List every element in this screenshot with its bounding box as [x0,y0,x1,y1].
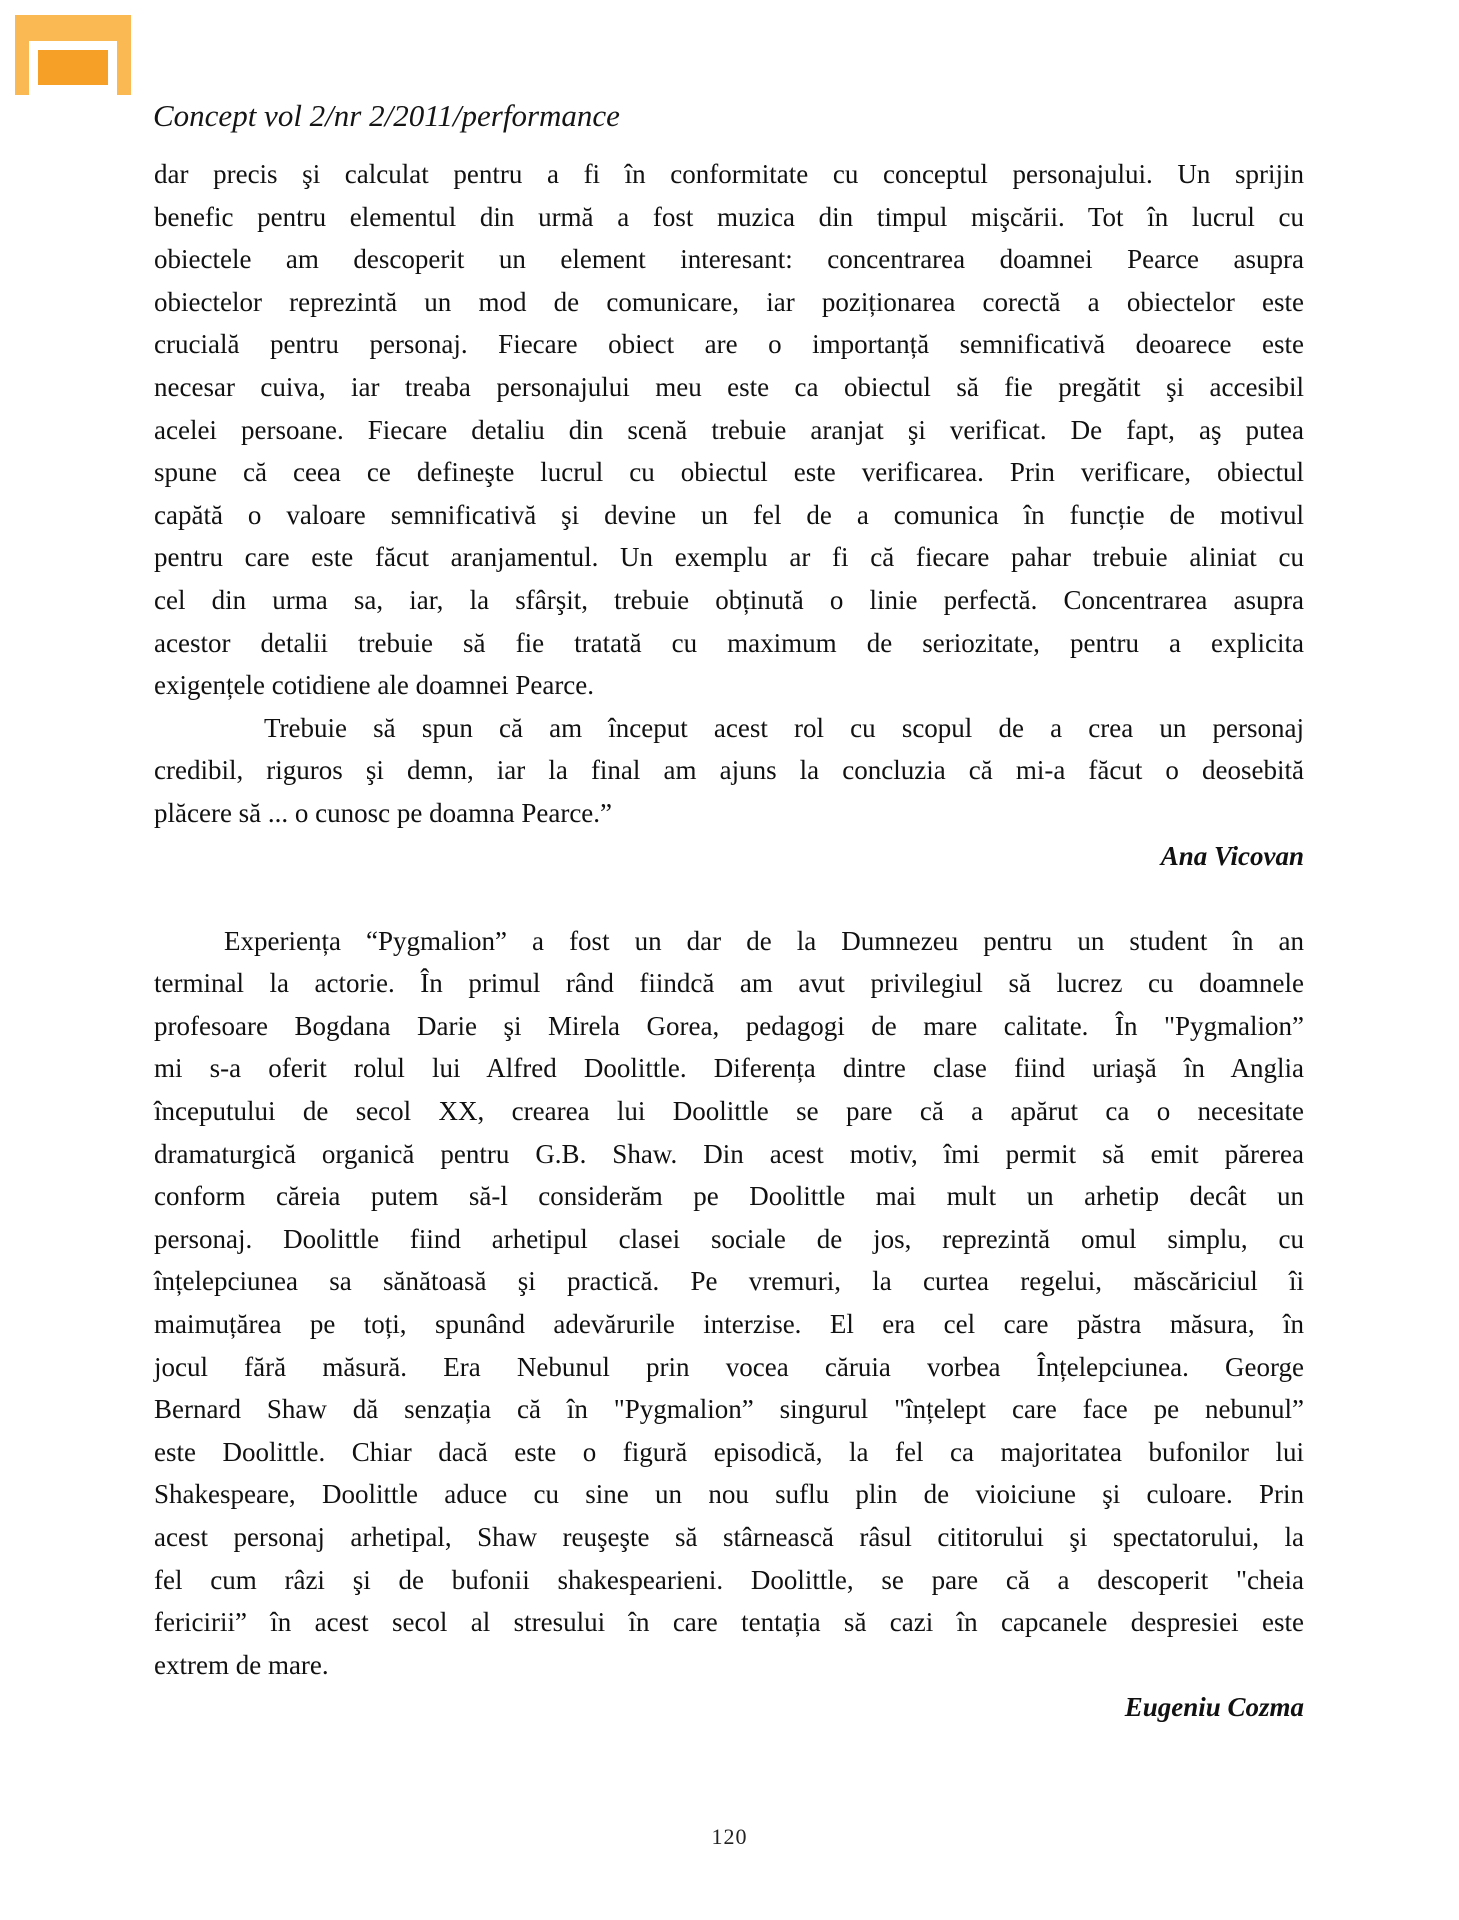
text-line: Shakespeare, Doolittle aduce cu sine un nou suflu plin de vioiciune şi culoare. Prin [154,1479,1304,1510]
blank-line [154,877,1304,920]
text-line: fericirii” în acest secol al stresului în care tentația să cazi în capcanele despresiei este [154,1607,1304,1638]
text-line: Trebuie să spun că am început acest rol cu scopul de a crea un personaj [264,712,1304,743]
journal-logo [15,15,131,95]
text-line: benefic pentru elementul din urmă a fost muzica din timpul mişcării. Tot în lucrul cu [154,201,1304,232]
text-line: acestor detalii trebuie să fie tratată cu maximum de seriozitate, pentru a explicita [154,627,1304,658]
text-line: Experiența “Pygmalion” a fost un dar de la Dumnezeu pentru un student în an [224,925,1304,956]
text-line: dramaturgică organică pentru G.B. Shaw. Din acest motiv, îmi permit să emit părerea [154,1138,1304,1169]
text-line: dar precis şi calculat pentru a fi în conformitate cu conceptul personajului. Un sprijin [154,159,1304,189]
text-line: acest personaj arhetipal, Shaw reuşeşte să stârnească râsul cititorului şi spectatorului, la [154,1522,1304,1552]
text-line: mi s-a oferit rolul lui Alfred Doolittle. Diferența dintre clase fiind uriaşă în Anglia [154,1053,1304,1084]
text-line: jocul fără măsură. Era Nebunul prin vocea căruia vorbea Înțelepciunea. George [154,1351,1304,1382]
text-line: capătă o valoare semnificativă şi devine un fel de a comunica în funcție de motivul [154,499,1304,530]
text-line: înțelepciunea sa sănătoasă şi practică. Pe vremuri, la curtea regelui, măscăriciul îi [154,1266,1304,1297]
text-line: pentru care este făcut aranjamentul. Un exemplu ar fi că fiecare pahar trebuie aliniat cu [154,542,1304,573]
author-signature: Ana Vicovan [1160,840,1304,871]
paragraph [154,707,1304,835]
article-body [154,153,1304,1729]
text-line: începutului de secol XX, crearea lui Doolittle se pare că a apărut ca o necesitate [154,1096,1304,1127]
author-signature: Eugeniu Cozma [1124,1692,1304,1723]
text-line: crucială pentru personaj. Fiecare obiect are o importanță semnificativă deoarece este [154,329,1304,360]
paragraph [154,920,1304,1687]
paragraph [154,153,1304,707]
text-line: extrem de mare. [154,1649,329,1680]
text-line: spune că ceea ce defineşte lucrul cu obiectul este verificarea. Prin verificare, obiectul [154,457,1304,488]
text-line: cel din urma sa, iar, la sfârşit, trebuie obținută o linie perfectă. Concentrarea asupra [154,584,1304,615]
text-line: necesar cuiva, iar treaba personajului meu este ca obiectul să fie pregătit şi accesibil [154,371,1304,402]
text-line: exigențele cotidiene ale doamnei Pearce. [154,670,595,701]
text-line: Bernard Shaw dă senzația că în "Pygmalion” singurul "înțelept care face pe nebunul” [154,1394,1304,1425]
text-line: fel cum râzi şi de bufonii shakespearieni. Doolittle, se pare că a descoperit "cheia [154,1564,1304,1595]
text-line: obiectelor reprezintă un mod de comunicare, iar poziționarea corectă a obiectelor este [154,286,1304,317]
text-line: obiectele am descoperit un element interesant: concentrarea doamnei Pearce asupra [154,244,1304,275]
logo-inner-block [38,50,108,85]
page-number: 120 [711,1824,748,1849]
text-line: maimuțărea pe toți, spunând adevărurile interzise. El era cel care păstra măsura, în [154,1309,1304,1340]
text-line: terminal la actorie. În primul rând fiindcă am avut privilegiul să lucrez cu doamnele [154,968,1304,999]
text-line: credibil, riguros şi demn, iar la final am ajuns la concluzia că mi-a făcut o deosebită [154,755,1304,786]
text-line: profesoare Bogdana Darie şi Mirela Gorea, pedagogi de mare calitate. În "Pygmalion” [154,1010,1304,1041]
text-line: plăcere să ... o cunosc pe doamna Pearce.” [154,797,613,828]
text-line: personaj. Doolittle fiind arhetipul clasei sociale de jos, reprezintă omul simplu, cu [154,1223,1304,1254]
text-line: este Doolittle. Chiar dacă este o figură episodică, la fel ca majoritatea bufonilor lui [154,1436,1304,1467]
text-line: conform căreia putem să-l considerăm pe Doolittle mai mult un arhetip decât un [154,1181,1304,1212]
text-line: acelei persoane. Fiecare detaliu din scenă trebuie aranjat şi verificat. De fapt, aş putea [154,414,1304,445]
running-head: Concept vol 2/nr 2/2011/performance [153,98,620,133]
